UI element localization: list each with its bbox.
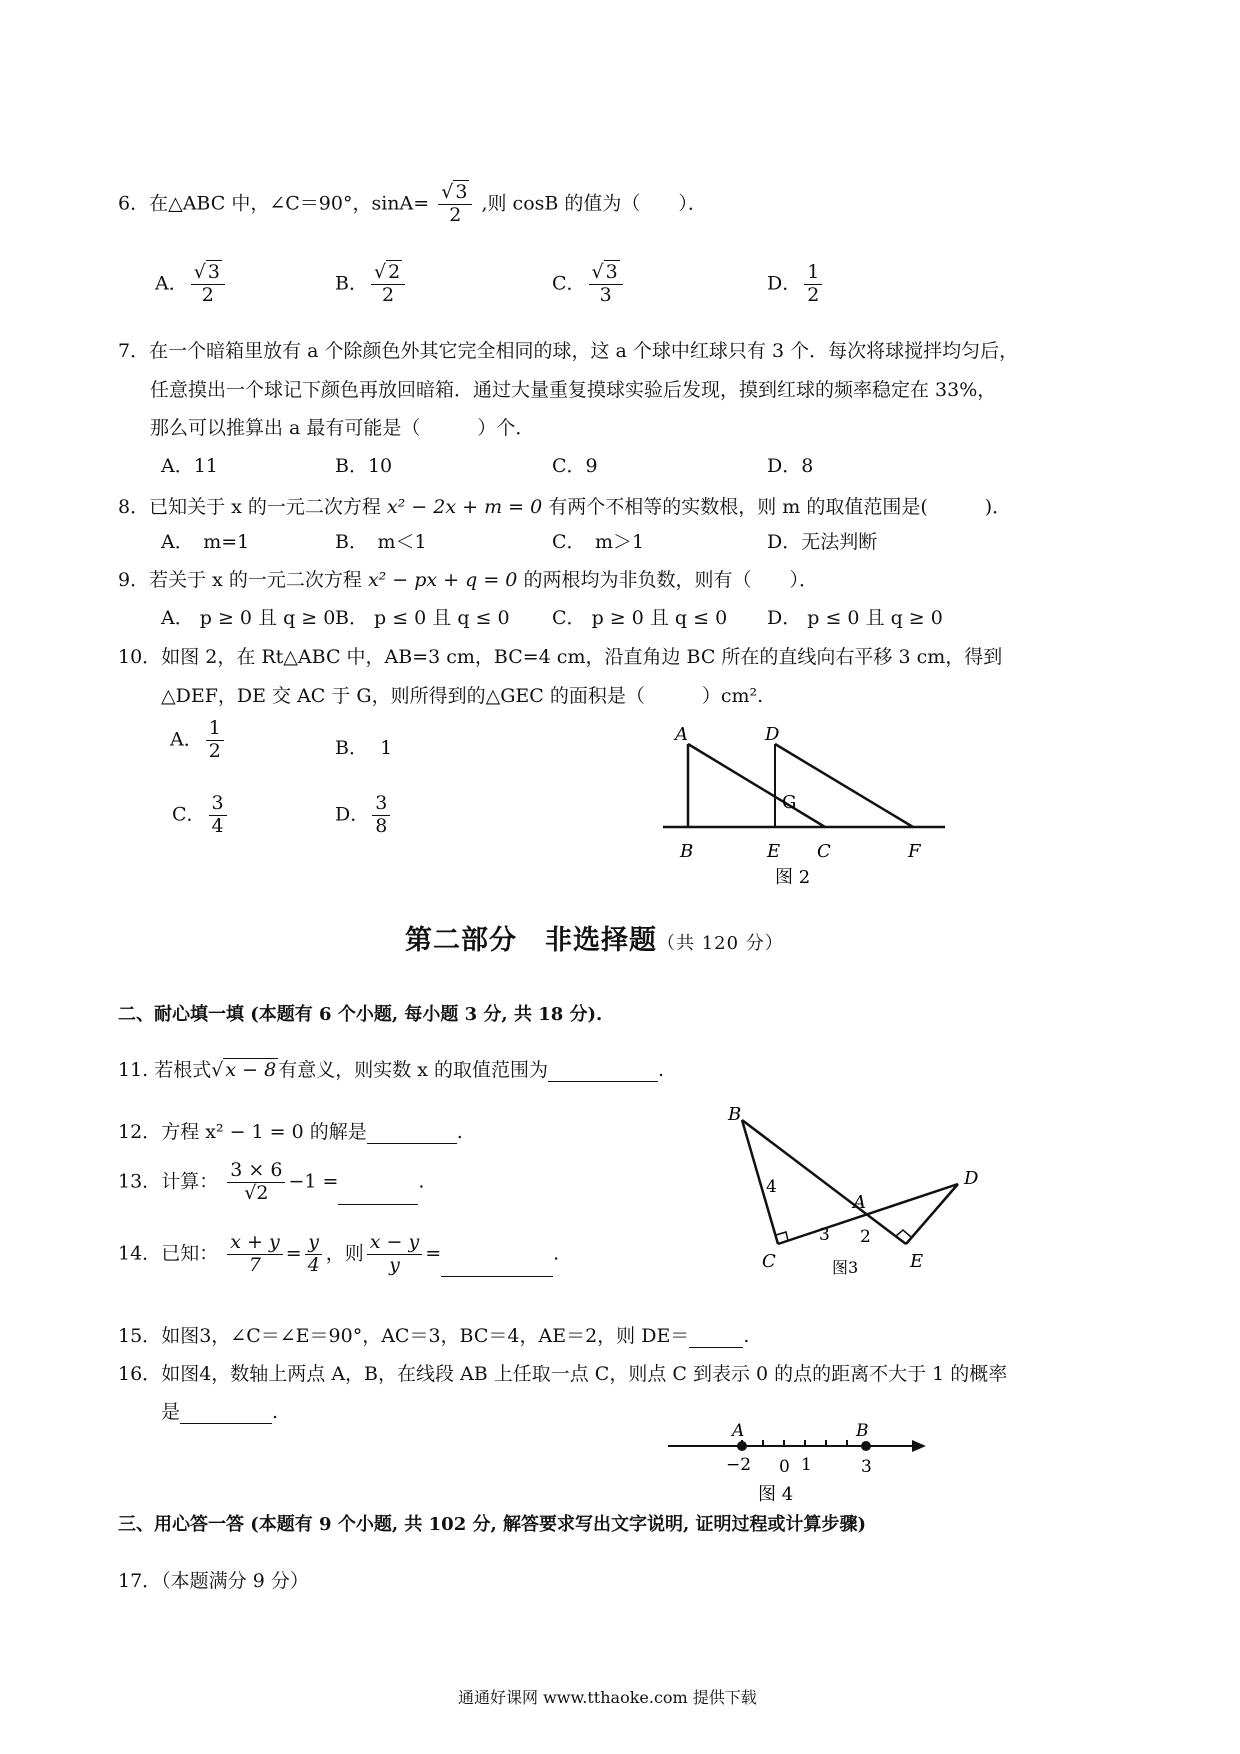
fig2-label-g: G	[782, 792, 797, 813]
question-17: 17．（本题满分 9 分）	[118, 1570, 309, 1592]
figure-2	[655, 720, 955, 890]
q7-option-d: D．8	[767, 455, 814, 477]
section-2-heading: 二、耐心填一填 (本题有 6 个小题, 每小题 3 分, 共 18 分).	[118, 1004, 603, 1025]
q6-option-a: A． $\frac{√ 3}{2}$	[155, 262, 228, 307]
fig2-label-e: E	[767, 841, 781, 862]
q8-option-b: B． m＜1	[335, 531, 427, 553]
fig3-length-bc: 4	[766, 1177, 777, 1197]
q7-line3: 那么可以推算出 a 最有可能是（ ）个．	[150, 417, 535, 439]
fig4-label-b: B	[856, 1421, 869, 1441]
q7-option-b: B．10	[335, 455, 393, 477]
q10-line1: 10．如图 2，在 Rt△ABC 中，AB=3 cm，BC=4 cm，沿直角边 BC 所在的直线向右平移 3 cm，得到	[118, 646, 1003, 668]
fig4-point-b	[861, 1441, 871, 1451]
q10-option-d: D． $\frac{3}{8}$	[335, 793, 393, 838]
q7-line2: 任意摸出一个球记下颜色再放回暗箱．通过大量重复摸球实验后发现，摸到红球的频率稳定在 33%，	[150, 379, 997, 401]
fig3-right-angle-e	[896, 1230, 911, 1237]
fig2-segment-df	[775, 744, 913, 827]
question-15: 15．如图3，∠C＝∠E＝90°，AC＝3，BC＝4，AE＝2，则 DE＝ .	[118, 1325, 750, 1347]
section-3-heading: 三、用心答一答 (本题有 9 个小题, 共 102 分, 解答要求写出文字说明, 证明过程或计算步骤)	[118, 1514, 867, 1535]
q7-line1: 7．在一个暗箱里放有 a 个除颜色外其它完全相同的球，这 a 个球中红球只有 3 个．每次将球搅拌均匀后，	[118, 340, 1019, 362]
fig2-label-d: D	[765, 724, 780, 745]
q8-option-d: D．无法判断	[767, 531, 878, 553]
q16-line2: 是 .	[161, 1401, 279, 1423]
q11-radical: √ x − 8	[211, 1059, 277, 1081]
q7-option-a: A．11	[161, 455, 218, 477]
fig4-tick-minus2: −2	[726, 1455, 752, 1475]
q9-option-b: B． p ≤ 0 且 q ≤ 0	[335, 607, 510, 629]
fig3-label-a: A	[853, 1192, 866, 1213]
q6-option-b: B． $\frac{√ 2}{2}$	[335, 262, 408, 307]
question-11: 11. 若根式√ x − 8 有意义，则实数 x 的取值范围为 .	[118, 1059, 665, 1081]
fig3-label-c: C	[762, 1251, 776, 1272]
question-8: 8．已知关于 x 的一元二次方程 x² − 2x + m = 0 有两个不相等的实数根，则 m 的取值范围是( )．	[118, 496, 1012, 518]
question-13: 13．计算： $\frac{3 \times 6}{√2}$ −1 = .	[118, 1159, 425, 1204]
question-14: 14．已知： $\frac{x + y}{7}$ = $\frac{y}{4}$ ，则 $\frac{x - y}{y}$ = .	[118, 1231, 560, 1276]
q6-option-c: C． $\frac{√ 3}{3}$	[552, 262, 626, 307]
q6-options	[155, 262, 855, 322]
q16-line1: 16．如图4，数轴上两点 A，B，在线段 AB 上任取一点 C，则点 C 到表示 0 的点的距离不大于 1 的概率	[118, 1363, 1008, 1385]
fig3-label-b: B	[728, 1104, 742, 1125]
question-12: 12．方程 x² − 1 = 0 的解是 .	[118, 1121, 463, 1143]
q9-option-a: A． p ≥ 0 且 q ≥ 0	[161, 607, 336, 629]
footer-text: 通通好课网 www.tthaoke.com 提供下载	[458, 1688, 757, 1707]
q7-option-c: C．9	[552, 455, 598, 477]
fig2-label-f: F	[908, 841, 921, 862]
q6-text-b: ,则 cosB 的值为（ ）．	[481, 192, 707, 215]
fig4-point-a	[737, 1441, 747, 1451]
fig3-caption: 图3	[832, 1258, 859, 1277]
fig2-caption: 图 2	[775, 867, 811, 888]
q9-option-d: D． p ≤ 0 且 q ≥ 0	[767, 607, 943, 629]
fig4-caption: 图 4	[758, 1484, 794, 1505]
q13-fraction: $\frac{3 \times 6}{√2}$	[227, 1160, 285, 1205]
q6-number: 6．	[118, 192, 150, 215]
fig4-label-a: A	[732, 1421, 745, 1441]
fig2-label-c: C	[817, 841, 831, 862]
figure-4	[660, 1412, 940, 1512]
fig3-label-d: D	[964, 1168, 979, 1189]
question-9: 9．若关于 x 的一元二次方程 x² − px + q = 0 的两根均为非负数，则有（ ）．	[118, 569, 818, 591]
fig2-segment-ac	[688, 744, 825, 827]
q10-option-c: C． $\frac{3}{4}$	[172, 793, 230, 838]
fig3-length-ac: 3	[819, 1225, 830, 1245]
fig2-label-a: A	[675, 724, 688, 745]
fig3-length-ae: 2	[860, 1227, 871, 1247]
q8-equation: x² − 2x + m = 0	[386, 496, 543, 518]
part2-title: 第二部分 非选择题（共 120 分）	[405, 925, 784, 956]
q9-equation: x² − px + q = 0	[367, 569, 518, 591]
q6-text-a: 在△ABC 中，∠C＝90°，sinA=	[149, 192, 430, 215]
fig2-label-b: B	[680, 841, 694, 862]
fig4-tick-3: 3	[861, 1457, 872, 1477]
q10-option-a: A． $\frac{1}{2}$	[170, 718, 227, 763]
question-6	[118, 182, 707, 227]
fig3-label-e: E	[910, 1251, 924, 1272]
q6-option-d: D． $\frac{1}{2}$	[767, 262, 825, 307]
q6-fraction: $\frac{√ 3}{2}$	[438, 182, 472, 227]
q9-option-c: C． p ≥ 0 且 q ≤ 0	[552, 607, 728, 629]
q10-option-b: B． 1	[335, 737, 393, 759]
q10-line2: △DEF，DE 交 AC 于 G，则所得到的△GEC 的面积是（ ）cm².	[161, 685, 764, 707]
fig4-tick-1: 1	[801, 1455, 812, 1475]
fig4-arrow-icon	[912, 1440, 926, 1452]
q8-option-c: C． m＞1	[552, 531, 645, 553]
fig4-tick-0: 0	[779, 1457, 790, 1477]
q8-option-a: A． m=1	[161, 531, 250, 553]
figure-3	[700, 1100, 1000, 1285]
